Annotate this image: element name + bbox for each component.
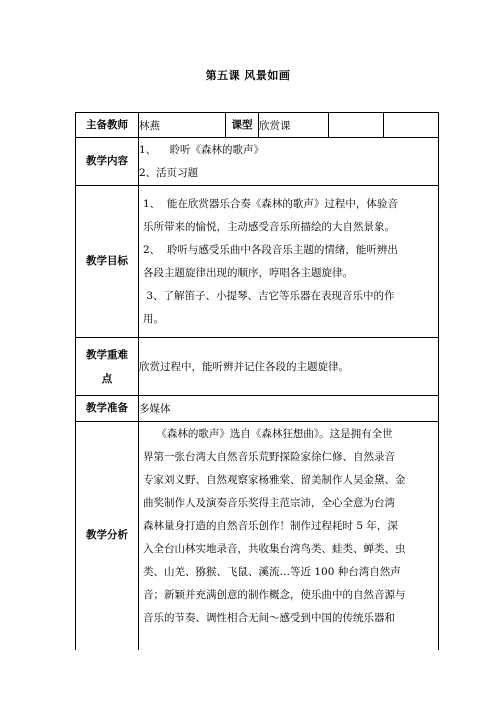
goals-line: 2、 聆听与感受乐曲中各段音乐主题的情绪，能听辨出 [143, 243, 398, 256]
content-row [76, 138, 439, 186]
analysis-row [76, 422, 439, 650]
analysis-line: 界第一张台湾大自然音乐荒野探险家徐仁修、自然录音 [143, 451, 395, 463]
content-cell [139, 138, 439, 186]
content-label: 教学内容 [76, 138, 139, 186]
goals-line: 乐所带来的愉悦，主动感受音乐所描绘的大自然景象。 [143, 220, 395, 233]
analysis-line: 类、山羌、猕猴、飞鼠、溪流…等近 100 种台湾自然声 [143, 566, 401, 578]
header-row [76, 113, 439, 138]
key-points-text: 欣赏过程中，能听辨并记住各段的主题旋律。 [139, 338, 439, 396]
page-title: 第五课 风景如画 [205, 69, 291, 82]
analysis-line: 森林量身打造的自然音乐创作！制作过程耗时 5 年，深 [143, 520, 398, 532]
analysis-line: 曲奖制作人及演奏音乐奖得主范宗沛，全心全意为台湾 [143, 497, 395, 509]
analysis-line: 音；新颖并充满创意的制作概念，使乐曲中的自然音源与 [143, 589, 406, 601]
analysis-line: 入全台山林实地录音，共收集台湾鸟类、蛙类、蝉类、虫 [143, 543, 406, 555]
preparation-text: 多媒体 [139, 396, 439, 422]
analysis-line: 专家刘义野、自然观察家杨雅棠、留美制作人吴金黛、金 [143, 474, 406, 486]
goals-line: 3、了解笛子、小提琴、吉它等乐器在表现音乐中的作 [143, 289, 395, 302]
content-item: 2、活页习题 [139, 166, 199, 179]
preparation-label: 教学准备 [76, 396, 139, 422]
key-points-row [76, 338, 439, 396]
analysis-cell [139, 422, 439, 650]
preparation-row [76, 396, 439, 422]
type-label: 课型 [226, 113, 259, 138]
key-points-label-line: 教学重难 [86, 348, 128, 361]
type-value: 欣赏课 [259, 113, 329, 138]
goals-cell [139, 186, 439, 338]
key-points-label-line: 点 [101, 372, 113, 385]
teacher-label: 主备教师 [76, 113, 139, 138]
goals-row [76, 186, 439, 338]
lesson-plan-table [75, 112, 439, 650]
goals-line: 用。 [143, 312, 164, 325]
analysis-label: 教学分析 [76, 422, 139, 650]
analysis-text [139, 422, 438, 630]
goals-line: 1、 能在欣赏器乐合奏《森林的歌声》过程中，体验音 [143, 197, 398, 210]
empty-cell [329, 113, 384, 138]
teacher-name: 林燕 [139, 113, 226, 138]
goals-label: 教学目标 [76, 186, 139, 338]
goals-text [139, 193, 438, 331]
analysis-line: 《森林的歌声》选自《森林狂想曲》。这是拥有全世 [143, 428, 393, 440]
analysis-line: 音乐的节奏、调性相合无间～感受到中国的传统乐器和 [143, 612, 395, 624]
empty-cell [384, 113, 439, 138]
goals-line: 各段主题旋律出现的顺序，哼唱各主题旋律。 [143, 266, 353, 279]
content-item: 1、 聆听《森林的歌声》 [139, 143, 265, 156]
key-points-label [76, 338, 139, 396]
